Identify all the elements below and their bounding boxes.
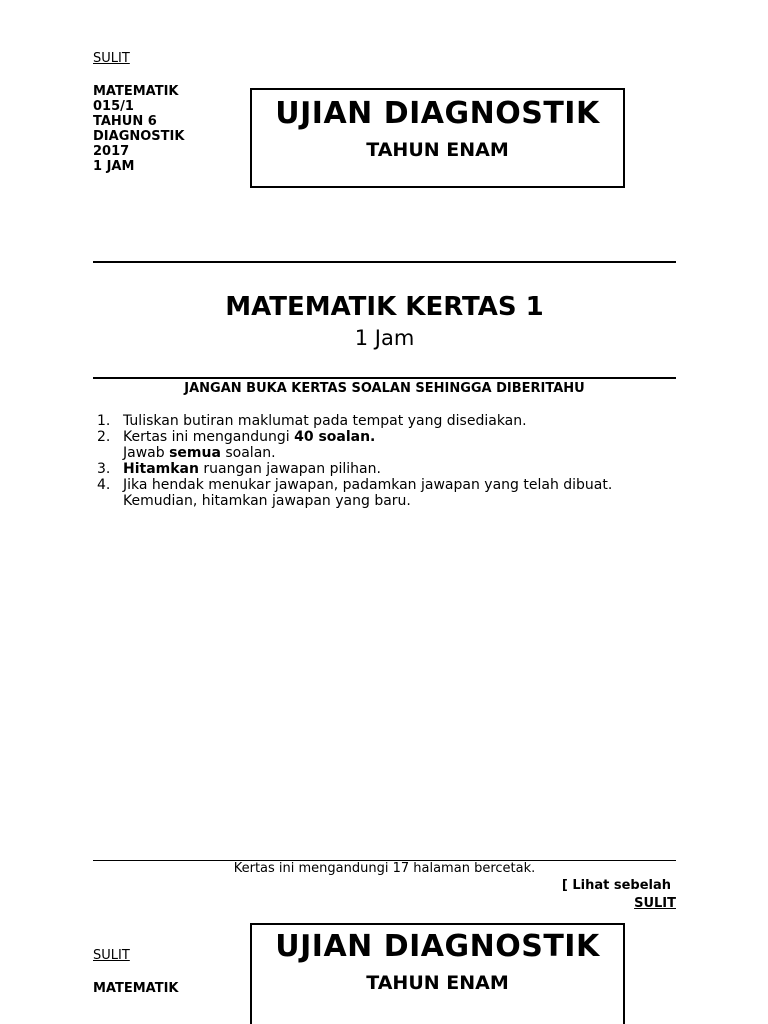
do-not-open-warning: JANGAN BUKA KERTAS SOALAN SEHINGGA DIBERITAHU — [184, 381, 585, 396]
meta-duration: 1 JAM — [93, 159, 135, 174]
instruction-item — [97, 461, 677, 477]
instruction-text: Tuliskan butiran maklumat pada tempat yang disediakan. — [123, 413, 527, 429]
instruction-text: Kertas ini mengandungi — [123, 429, 295, 445]
instruction-text: ruangan jawapan pilihan. — [198, 461, 381, 477]
instruction-text: soalan. — [220, 445, 276, 461]
instruction-number: 3. — [97, 461, 111, 477]
meta-exam-type: DIAGNOSTIK — [93, 129, 185, 144]
instruction-item — [97, 429, 677, 461]
instruction-item — [97, 477, 677, 509]
page2-header-sulit: SULIT — [93, 948, 130, 963]
meta-year: 2017 — [93, 144, 130, 159]
exam-title-box — [250, 88, 625, 188]
page2-exam-title-box — [250, 923, 625, 1024]
instruction-number: 4. — [97, 477, 111, 493]
instruction-number: 1. — [97, 413, 111, 429]
instructions-list — [97, 413, 677, 509]
instruction-item — [97, 413, 677, 429]
exam-subtitle: TAHUN ENAM — [366, 139, 509, 161]
meta-code: 015/1 — [93, 99, 134, 114]
page2-exam-title: UJIAN DIAGNOSTIK — [275, 929, 600, 964]
instruction-number: 2. — [97, 429, 111, 445]
paper-duration: 1 Jam — [354, 326, 415, 350]
footer-sulit: SULIT — [634, 896, 676, 911]
instruction-text: Jika hendak menukar jawapan, padamkan jawapan yang telah dibuat. — [123, 477, 613, 493]
instruction-text: Kemudian, hitamkan jawapan yang baru. — [123, 493, 411, 509]
instruction-emphasis: Hitamkan — [123, 461, 199, 477]
instruction-emphasis: 40 soalan. — [294, 429, 376, 445]
header-sulit: SULIT — [93, 51, 130, 66]
paper-title: MATEMATIK KERTAS 1 — [225, 292, 544, 322]
page-count-note: Kertas ini mengandungi 17 halaman bercetak. — [233, 861, 536, 876]
instruction-emphasis: semua — [169, 445, 221, 461]
paper-meta-block — [93, 84, 184, 174]
page2-exam-subtitle: TAHUN ENAM — [366, 972, 509, 994]
divider-top — [93, 261, 676, 263]
see-next-page-note: [ Lihat sebelah — [561, 878, 671, 893]
instruction-text: Jawab — [123, 445, 170, 461]
page2-meta-subject: MATEMATIK — [93, 981, 179, 996]
meta-year-level: TAHUN 6 — [93, 114, 157, 129]
exam-title: UJIAN DIAGNOSTIK — [275, 96, 600, 131]
divider-warning — [93, 377, 676, 379]
meta-subject: MATEMATIK — [93, 84, 179, 99]
